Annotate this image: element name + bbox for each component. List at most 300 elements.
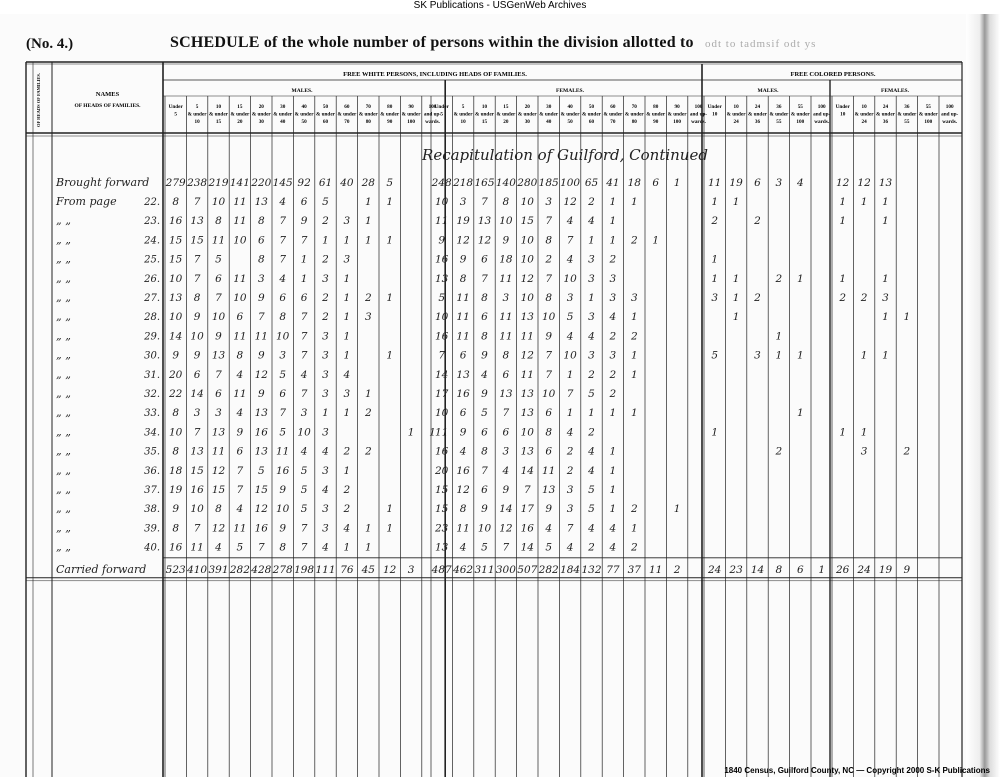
page-row-value: 13 — [477, 215, 492, 228]
page-row-value: 2 — [588, 541, 595, 554]
brought-forward-value: 41 — [606, 177, 620, 189]
page-row-value: 5 — [215, 253, 222, 266]
page-row-value: 16 — [456, 464, 470, 477]
page-row-value: 7 — [257, 311, 265, 324]
page-row-value: 3 — [609, 349, 617, 362]
page-row-value: 13 — [520, 311, 534, 324]
colored-female-age-label: 24 — [861, 119, 867, 125]
white-female-age-label: & under — [646, 111, 666, 118]
page-row-value: 9 — [257, 388, 265, 400]
page-row-value: 1 — [839, 215, 847, 228]
page-row-value: 14 — [169, 330, 183, 343]
white-male-age-label: 20 — [237, 119, 243, 125]
page-row-value: 1 — [300, 253, 308, 266]
page-row-label: „ „ — [56, 367, 71, 381]
carried-forward-value: 487 — [431, 563, 452, 576]
page-row-value: 1 — [364, 215, 372, 228]
carried-forward-value: 282 — [538, 563, 559, 576]
page-row-value: 10 — [520, 253, 534, 266]
page-row-value: 11 — [456, 292, 470, 304]
page-row-value: 4 — [609, 541, 617, 554]
page-row-value: 11 — [190, 541, 204, 554]
page-row-value: 9 — [257, 292, 265, 304]
white-male-age-label: and up- — [423, 111, 442, 118]
white-male-age-label: 90 — [408, 104, 414, 110]
page-row-value: 12 — [254, 368, 268, 381]
page-row-value: 2 — [545, 253, 553, 266]
colored-male-age-label: & under — [769, 111, 789, 118]
page-row-value: 1 — [364, 388, 372, 400]
white-female-age-label: 60 — [588, 119, 595, 125]
colored-male-age-label: and up- — [813, 111, 831, 118]
page-row-value: 8 — [481, 330, 488, 343]
page-row-value: 16 — [169, 541, 183, 554]
page-row-value: 13 — [542, 484, 556, 496]
brought-forward-value: 12 — [857, 177, 871, 189]
page-row-value: 2 — [754, 292, 761, 304]
page-row-value: 4 — [300, 368, 308, 381]
page-row-value: 1 — [364, 522, 372, 535]
page-row-value: 1 — [732, 311, 740, 324]
page-row-value: 10 — [563, 272, 577, 285]
colored-female-age-label: 100 — [924, 119, 933, 125]
page-row-value: 7 — [300, 330, 308, 343]
page-row-value: 4 — [343, 368, 351, 381]
page-row-value: 9 — [502, 484, 510, 496]
page-row-value: 2 — [588, 368, 595, 381]
page-row-value: 11 — [233, 215, 247, 228]
brought-forward-value: 141 — [229, 177, 250, 189]
page-row-value: 3 — [322, 388, 329, 400]
page-row-label: „ „ — [56, 252, 71, 266]
page-row-value: 10 — [435, 407, 449, 420]
page-row-value: 2 — [609, 388, 617, 400]
white-female-age-label: 100 — [694, 104, 703, 110]
page-row-value: 2 — [630, 234, 638, 247]
colored-male-age-label: wards. — [814, 119, 830, 125]
page-row-value: 8 — [502, 196, 510, 208]
page-row-value: 5 — [438, 292, 446, 304]
page-row-value: 9 — [502, 234, 510, 247]
page-row-value: 11 — [211, 234, 226, 247]
page-row-value: 10 — [563, 349, 577, 362]
page-row-value: 5 — [300, 464, 308, 477]
page-row-value: 7 — [481, 464, 488, 477]
page-row-label: „ „ — [56, 271, 71, 285]
footer-credit: 1840 Census, Guilford County, NC — Copyright 2000 S-K Publications — [724, 766, 990, 775]
page-row-value: 2 — [566, 464, 574, 477]
page-row-value: 12 — [563, 196, 577, 208]
page-row-value: 1 — [630, 311, 638, 324]
colored-female-age-label: 10 — [840, 111, 846, 118]
page-row-value: 7 — [300, 311, 308, 324]
white-female-age-label: Under — [434, 104, 449, 110]
brought-forward-value: 1 — [673, 177, 681, 189]
page-row-page-number: 26. — [144, 273, 160, 285]
page-row-value: 1 — [588, 234, 595, 247]
carried-forward-value: 523 — [165, 563, 186, 576]
page-row-value: 8 — [481, 445, 488, 458]
page-row-value: 1 — [609, 464, 617, 477]
white-female-age-label: & under — [517, 111, 537, 118]
page-row-value: 7 — [215, 292, 222, 304]
page-row-value: 2 — [630, 503, 638, 516]
page-row-value: 4 — [236, 503, 244, 516]
page-row-value: 4 — [588, 522, 595, 535]
page-row-value: 16 — [520, 522, 534, 535]
page-row-value: 4 — [609, 522, 617, 535]
page-row-page-number: 35. — [144, 446, 160, 458]
white-male-age-label: 15 — [237, 104, 243, 110]
carried-forward-value: 8 — [775, 563, 783, 576]
brought-forward-value: 65 — [584, 177, 599, 189]
page-row-value: 3 — [566, 292, 574, 304]
brought-forward-value: 218 — [453, 177, 474, 189]
page-row-value: 7 — [193, 426, 201, 439]
page-row-value: 3 — [322, 426, 329, 439]
brought-forward-value: 12 — [836, 177, 850, 189]
page-row-value: 9 — [481, 349, 488, 362]
page-row-value: 1 — [322, 234, 329, 247]
page-row-value: 13 — [211, 426, 226, 439]
page-row-value: 3 — [588, 272, 595, 285]
page-row-value: 23 — [435, 522, 449, 535]
page-row-value: 1 — [630, 522, 638, 535]
page-row-value: 1 — [882, 215, 889, 228]
carried-forward-value: 6 — [796, 563, 804, 576]
page-row-value: 11 — [456, 330, 470, 343]
white-female-age-label: 15 — [481, 119, 488, 125]
page-row-value: 11 — [254, 330, 268, 343]
page-row-value: 1 — [882, 196, 889, 208]
page-row-value: 6 — [545, 445, 553, 458]
page-row-value: 12 — [211, 522, 226, 535]
page-row-value: 4 — [279, 272, 287, 285]
white-female-age-label: & under — [603, 111, 623, 118]
page-row-value: 15 — [254, 484, 268, 496]
page-row-label: From page — [56, 195, 117, 208]
page-row-value: 1 — [630, 368, 638, 381]
schedule-title: SCHEDULE of the whole number of persons within the division allotted to — [170, 34, 694, 51]
page-row-value: 1 — [711, 253, 719, 266]
page-row-value: 2 — [343, 484, 351, 496]
page-row-value: 1 — [796, 407, 804, 420]
page-row-value: 2 — [364, 292, 372, 304]
page-row-value: 7 — [215, 368, 222, 381]
carried-forward-value: 77 — [606, 563, 620, 576]
page-row-value: 10 — [520, 426, 534, 439]
page-row-value: 1 — [711, 272, 719, 285]
page-row-page-number: 33. — [144, 408, 160, 420]
page-row-value: 8 — [172, 445, 180, 458]
white-male-age-label: & under — [209, 111, 228, 118]
page-row-value: 10 — [520, 234, 534, 247]
carried-forward-value: 3 — [407, 563, 415, 576]
page-row-value: 7 — [300, 349, 308, 362]
page-row-value: 3 — [322, 522, 329, 535]
page-row-value: 3 — [588, 349, 595, 362]
page-row-value: 1 — [343, 234, 351, 247]
page-row-value: 7 — [523, 484, 531, 496]
page-row-value: 9 — [459, 426, 467, 439]
page-row-value: 9 — [438, 234, 446, 247]
white-female-age-label: 10 — [460, 119, 466, 125]
page-row-value: 6 — [545, 407, 553, 420]
page-row-value: 10 — [276, 503, 290, 516]
page-row-value: 8 — [172, 196, 180, 208]
page-row-value: 7 — [566, 522, 574, 535]
page-row-value: 1 — [609, 503, 617, 516]
page-row-value: 4 — [609, 311, 617, 324]
page-row-value: 14 — [520, 464, 534, 477]
white-male-age-label: 80 — [387, 104, 393, 110]
page-row-value: 7 — [545, 368, 553, 381]
page-row-value: 9 — [459, 253, 467, 266]
page-row-value: 10 — [542, 311, 556, 324]
page-row-value: 3 — [754, 349, 761, 362]
page-row-value: 7 — [279, 234, 287, 247]
page-row-value: 2 — [343, 445, 351, 458]
page-row-value: 3 — [322, 349, 329, 362]
page-row-value: 16 — [254, 522, 268, 535]
page-row-value: 11 — [435, 426, 449, 439]
page-row-value: 13 — [211, 349, 226, 362]
page-row-value: 7 — [566, 234, 574, 247]
page-row-value: 11 — [499, 311, 513, 324]
page-row-value: 6 — [481, 484, 488, 496]
page-row-value: 1 — [386, 196, 394, 208]
brought-forward-value: 92 — [297, 177, 311, 189]
page-row-value: 1 — [609, 407, 617, 420]
page-row-value: 9 — [236, 426, 244, 439]
page-row-value: 2 — [903, 445, 911, 458]
carried-forward-value: 24 — [708, 563, 722, 576]
page-row-value: 2 — [839, 292, 847, 304]
colored-male-age-label: Under — [707, 104, 722, 110]
page-row-value: 6 — [481, 253, 488, 266]
page-row-value: 11 — [233, 330, 247, 343]
page-row-value: 10 — [435, 196, 449, 208]
page-row-value: 1 — [386, 292, 394, 304]
page-row-value: 10 — [276, 330, 290, 343]
page-row-value: 11 — [233, 196, 247, 208]
colored-female-age-label: 36 — [904, 104, 910, 110]
white-female-age-label: and up- — [689, 111, 708, 118]
page-row-value: 14 — [190, 388, 204, 400]
page-row-value: 8 — [545, 292, 553, 304]
page-row-value: 1 — [343, 349, 351, 362]
page-row-value: 2 — [322, 215, 329, 228]
colored-male-age-label: 36 — [776, 104, 782, 110]
white-male-age-label: 40 — [280, 119, 286, 125]
page-row-value: 3 — [322, 368, 329, 381]
page-row-value: 3 — [711, 292, 719, 304]
page-row-value: 2 — [630, 541, 638, 554]
page-row-value: 2 — [630, 330, 638, 343]
page-row-value: 4 — [481, 368, 488, 381]
white-male-age-label: 40 — [301, 104, 307, 110]
page-row-value: 10 — [233, 292, 247, 304]
page-row-value: 4 — [322, 445, 329, 458]
colored-female-age-label: 55 — [925, 104, 931, 110]
page-row-label: „ „ — [56, 444, 71, 458]
page-row-value: 9 — [300, 215, 308, 228]
page-row-page-number: 22. — [144, 197, 160, 208]
page-row-value: 7 — [545, 215, 553, 228]
page-row-value: 11 — [211, 445, 226, 458]
colored-male-age-label: 24 — [754, 104, 761, 110]
colored-female-age-label: wards. — [942, 119, 958, 125]
white-female-age-label: 30 — [524, 119, 530, 125]
colored-male-age-label: 55 — [776, 119, 782, 125]
page-row-value: 1 — [860, 426, 868, 439]
colored-male-age-label: & under — [790, 111, 810, 118]
page-row-value: 7 — [193, 253, 201, 266]
page-row-value: 7 — [279, 407, 287, 420]
carried-forward-value: 111 — [315, 563, 336, 576]
page-row-value: 1 — [711, 196, 719, 208]
page-row-value: 1 — [609, 445, 617, 458]
brought-forward-value: 165 — [474, 177, 495, 189]
recapitulation-heading: Recapitulation of Guilford, Continued — [422, 146, 708, 164]
page-row-value: 1 — [588, 292, 595, 304]
page-row-value: 1 — [386, 349, 394, 362]
page-row-value: 1 — [839, 426, 847, 439]
page-row-value: 13 — [254, 407, 268, 420]
page-row-value: 6 — [502, 368, 510, 381]
page-row-value: 15 — [169, 253, 183, 266]
brought-forward-value: 185 — [538, 177, 559, 189]
page-row-value: 5 — [236, 541, 244, 554]
page-row-value: 3 — [193, 407, 201, 420]
page-row-value: 1 — [343, 311, 351, 324]
page-row-value: 11 — [520, 368, 534, 381]
page-row-value: 1 — [673, 503, 681, 516]
carried-forward-value: 26 — [836, 563, 850, 576]
white-female-age-label: & under — [667, 111, 687, 118]
carried-forward-value: 391 — [208, 563, 229, 576]
white-females-header: FEMALES. — [556, 88, 584, 94]
white-female-age-label: 70 — [631, 104, 637, 110]
carried-forward-value: 282 — [229, 563, 250, 576]
page-row-value: 1 — [882, 272, 889, 285]
page-row-page-number: 34. — [144, 427, 160, 439]
page-row-value: 9 — [481, 503, 488, 516]
white-male-age-label: & under — [251, 111, 271, 118]
white-male-age-label: 30 — [258, 119, 264, 125]
page-row-page-number: 24. — [144, 235, 160, 247]
brought-forward-value: 19 — [729, 177, 743, 189]
page-row-value: 9 — [172, 503, 180, 516]
page-row-value: 1 — [300, 272, 308, 285]
page-row-value: 8 — [257, 215, 265, 228]
page-row-value: 1 — [343, 541, 351, 554]
page-row-value: 1 — [882, 311, 889, 324]
white-female-age-label: 5 — [461, 104, 465, 110]
page-row-value: 12 — [211, 464, 226, 477]
page-row-value: 15 — [190, 464, 204, 477]
white-female-age-label: 60 — [610, 104, 616, 110]
page-row-value: 11 — [499, 272, 513, 285]
page-row-value: 10 — [211, 196, 226, 208]
page-row-value: 16 — [435, 330, 449, 343]
page-row-value: 3 — [588, 253, 595, 266]
page-row-value: 6 — [193, 368, 201, 381]
page-row-value: 6 — [215, 388, 222, 400]
page-row-label: „ „ — [56, 291, 71, 304]
page-row-value: 3 — [566, 484, 574, 496]
page-row-value: 13 — [169, 292, 183, 304]
page-row-value: 8 — [279, 541, 287, 554]
page-row-value: 10 — [169, 272, 183, 285]
white-male-age-label: 5 — [174, 111, 177, 118]
page-row-value: 2 — [322, 311, 329, 324]
white-male-age-label: & under — [230, 111, 250, 118]
page-row-value: 5 — [322, 196, 329, 208]
brought-forward-value: 5 — [386, 177, 394, 189]
page-row-value: 5 — [588, 388, 595, 400]
form-number: (No. 4.) — [26, 36, 74, 52]
page-row-value: 1 — [407, 426, 415, 439]
carried-forward-value: 462 — [453, 563, 474, 576]
page-row-value: 13 — [520, 388, 534, 400]
white-female-age-label: & under — [475, 111, 494, 118]
page-row-label: „ „ — [56, 233, 71, 247]
white-female-age-label: 15 — [503, 104, 509, 110]
page-row-value: 2 — [711, 215, 719, 228]
page-row-value: 10 — [520, 292, 534, 304]
page-row-value: 7 — [545, 349, 553, 362]
white-male-age-label: & under — [294, 111, 314, 118]
page-row-value: 1 — [364, 196, 372, 208]
colored-female-age-label: & under — [897, 111, 917, 118]
page-row-value: 3 — [609, 292, 617, 304]
page-row-value: 13 — [499, 388, 513, 400]
page-row-value: 4 — [566, 426, 574, 439]
page-row-value: 7 — [300, 541, 308, 554]
page-row-value: 3 — [545, 196, 553, 208]
white-male-age-label: & under — [380, 111, 400, 118]
page-row-value: 2 — [609, 368, 617, 381]
page-row-value: 12 — [254, 503, 268, 516]
page-row-page-number: 30. — [144, 350, 160, 362]
page-row-value: 5 — [257, 464, 265, 477]
page-row-value: 10 — [477, 522, 492, 535]
white-males-header: MALES. — [291, 88, 313, 94]
page-row-value: 1 — [775, 330, 783, 343]
carried-forward-value: 19 — [878, 563, 893, 576]
page-row-value: 2 — [775, 272, 783, 285]
page-row-value: 7 — [481, 272, 488, 285]
page-row-value: 4 — [322, 541, 329, 554]
page-row-value: 10 — [542, 388, 556, 400]
page-row-value: 1 — [711, 426, 719, 439]
page-row-value: 10 — [190, 503, 204, 516]
page-row-value: 1 — [429, 426, 436, 439]
colored-female-age-label: and up- — [941, 111, 959, 118]
page-row-value: 3 — [343, 253, 351, 266]
page-row-value: 19 — [456, 215, 470, 228]
page-row-value: 9 — [257, 349, 265, 362]
brought-forward-value: 28 — [361, 177, 375, 189]
page-row-value: 3 — [215, 407, 222, 420]
white-female-age-label: 30 — [546, 104, 552, 110]
page-binding-edge — [966, 14, 1000, 777]
page-row-value: 1 — [609, 234, 617, 247]
white-male-age-label: 80 — [365, 119, 371, 125]
carried-forward-value: 410 — [187, 563, 208, 576]
page-row-value: 1 — [839, 272, 847, 285]
